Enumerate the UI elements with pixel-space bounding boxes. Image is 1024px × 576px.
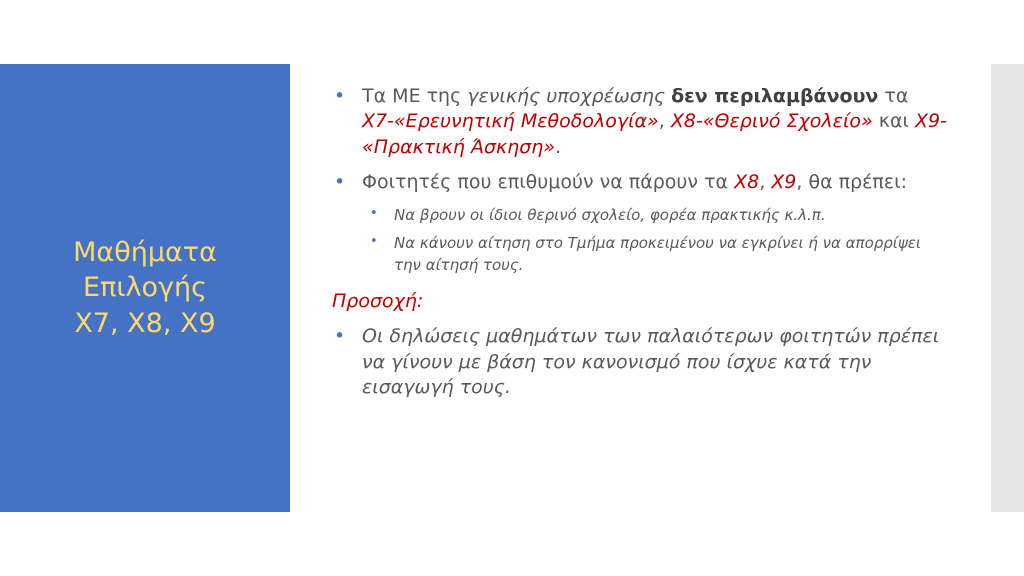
slide-title-line: Επιλογής (83, 272, 207, 304)
bullet-item (330, 324, 950, 400)
course-name-x8: Χ8-«Θερινό Σχολείο» (670, 110, 873, 133)
bullet-text: Οι δηλώσεις μαθημάτων των παλαιότερων φοιτητών πρέπει να γίνουν με βάση τον κανονισμό που ίσχυε κατά την εισαγωγή τους. (362, 325, 940, 398)
slide-title-line: Μαθήματα (73, 237, 217, 269)
course-name-x9: Χ9- «Πρακτική Άσκηση» (362, 110, 947, 158)
sub-bullet-item (330, 233, 950, 277)
bullet-icon: • (370, 206, 378, 222)
bullet-item (330, 170, 950, 195)
sub-bullet-text: Να βρουν οι ίδιοι θερινό σχολείο, φορέα πρακτικής κ.λ.π. (394, 206, 826, 225)
attention-heading: Προσοχή: (332, 290, 424, 313)
emphasis-text: δεν περιλαμβάνουν (671, 85, 879, 107)
bullet-item (330, 84, 950, 160)
text-run: , (759, 170, 772, 193)
text-run: , (658, 110, 671, 133)
text-run: τα (878, 85, 909, 107)
decorative-side-strip (991, 64, 1024, 512)
text-run: . (555, 135, 562, 158)
sub-bullet-item (330, 205, 950, 227)
course-code-x9: Χ9 (771, 170, 797, 193)
bullet-icon: • (334, 170, 346, 193)
bullet-icon: • (334, 85, 346, 107)
text-run: γενικής υποχρέωσης (467, 85, 666, 107)
text-run: , θα πρέπει: (796, 170, 907, 193)
bullet-icon: • (334, 325, 346, 348)
course-code-x8: Χ8 (734, 170, 760, 193)
course-name-x7: Χ7-«Ερευνητική Μεθοδολογία» (362, 110, 659, 133)
text-run: Τα ΜΕ της (362, 85, 468, 107)
title-panel (0, 64, 290, 512)
text-run: και (872, 110, 915, 133)
slide-title-line: Χ7, Χ8, Χ9 (74, 307, 216, 339)
slide-body (330, 84, 950, 410)
sub-bullet-text: Να κάνουν αίτηση στο Τμήμα προκειμένου να εγκρίνει ή να απορρίψει την αίτησή τους. (394, 233, 921, 274)
text-run: Φοιτητές που επιθυμούν να πάρουν τα (362, 170, 735, 193)
slide-title (73, 235, 217, 340)
bullet-icon: • (370, 233, 378, 249)
